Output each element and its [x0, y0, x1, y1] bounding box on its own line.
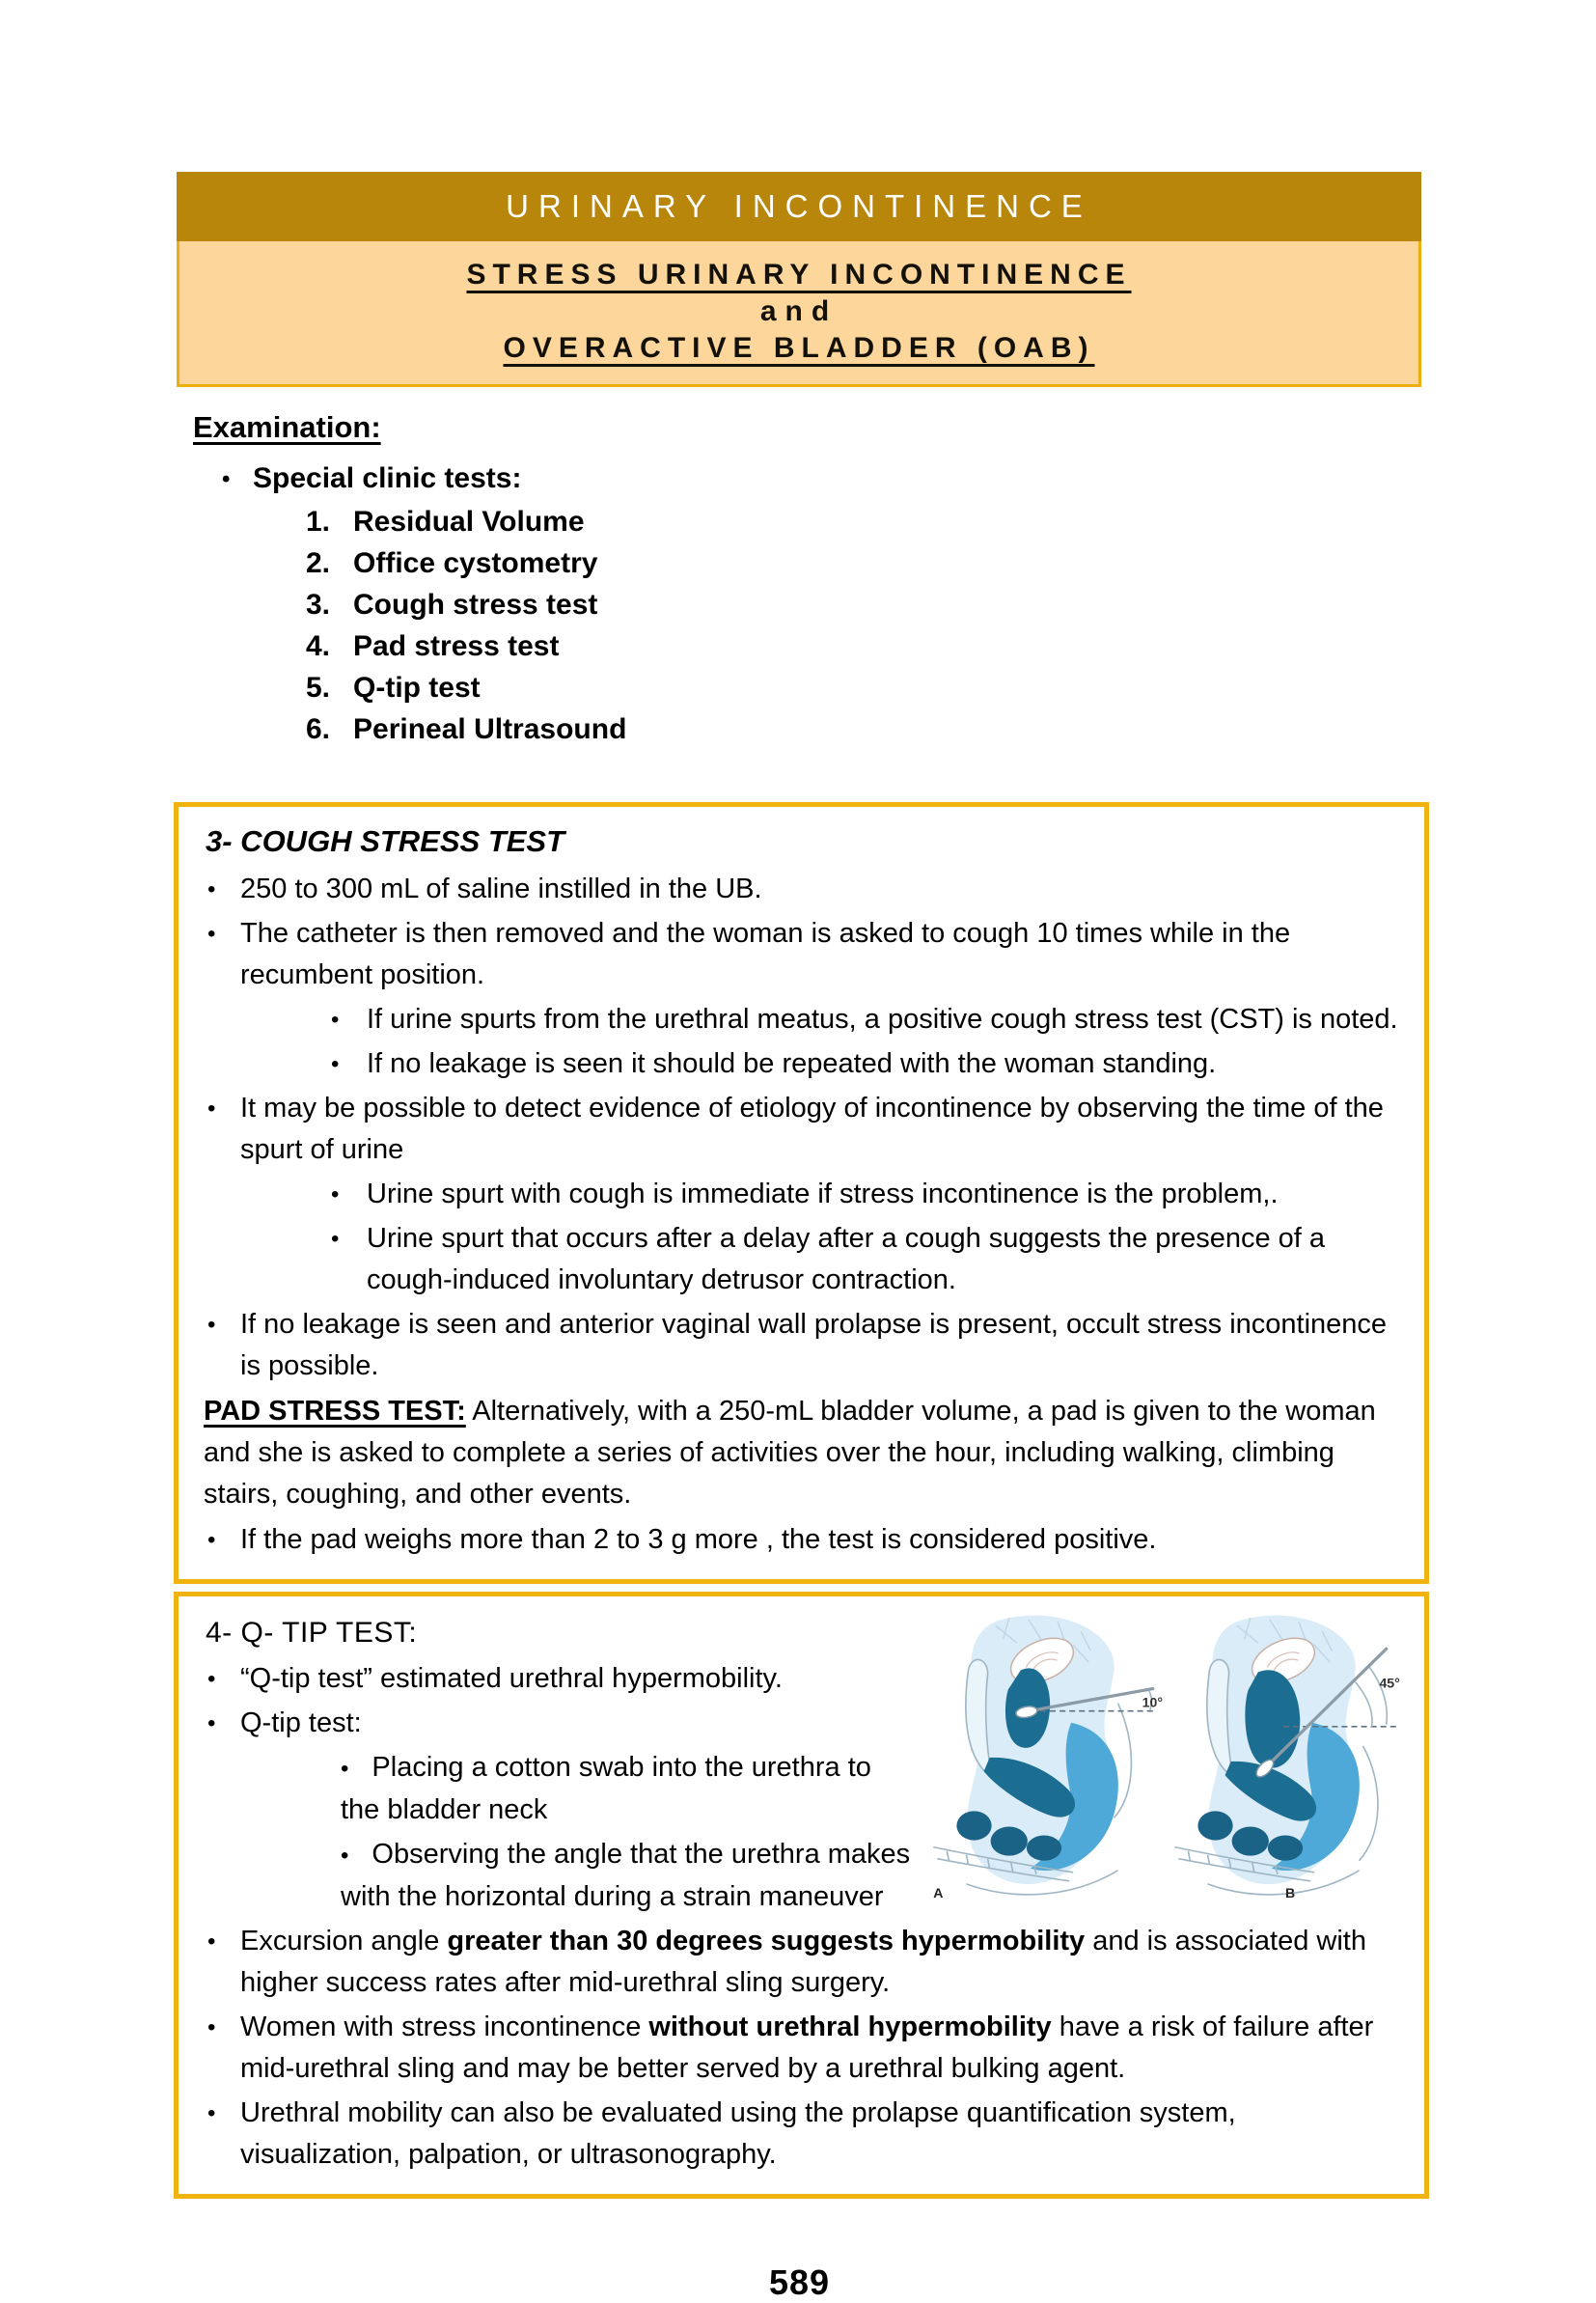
list-label: Q-tip test — [353, 672, 481, 704]
list-number: 5. — [306, 672, 331, 704]
list-item — [306, 542, 1422, 584]
list-label: Residual Volume — [353, 506, 585, 538]
qtip-diagram-b — [1168, 1610, 1403, 1901]
bullet-item: • Excursion angle greater than 30 degrees suggests hypermobility and is associated with higher success rates after mid-urethral sling surgery. — [204, 1921, 1399, 2004]
qtip-diagram-a — [926, 1610, 1162, 1901]
list-item — [306, 708, 1422, 750]
list-label: Cough stress test — [353, 589, 598, 621]
examination-heading: Examination: — [193, 410, 381, 444]
bullet-item: • “Q-tip test” estimated urethral hypermobility. — [204, 1658, 1399, 1700]
sub-bullet-item: • Urine spurt that occurs after a delay after a cough suggests the presence of a cough-induced involuntary detrusor contraction. — [323, 1218, 1399, 1301]
list-item — [306, 667, 1422, 708]
angle-label-a: 10° — [1142, 1694, 1163, 1710]
diagram-label-a: A — [933, 1884, 944, 1901]
list-number: 3. — [306, 589, 331, 621]
list-number: 4. — [306, 630, 331, 662]
sub-bullet-item: • If no leakage is seen it should be repeated with the woman standing. — [323, 1043, 1399, 1085]
bullet-item: • The catheter is then removed and the woman is asked to cough 10 times while in the recumbent position. — [204, 913, 1399, 996]
list-label: Pad stress test — [353, 630, 560, 662]
qtip-figure — [926, 1610, 1403, 1905]
list-label: Office cystometry — [353, 547, 598, 579]
header-block — [177, 172, 1421, 387]
bullet-item: • 250 to 300 mL of saline instilled in the UB. — [204, 869, 1399, 910]
bullet-item: • Women with stress incontinence without urethral hypermobility have a risk of failure after mid-urethral sling and may be better served by a urethral bulking agent. — [204, 2007, 1399, 2090]
sub-bullet-item: • If urine spurts from the urethral meatus, a positive cough stress test (CST) is noted. — [323, 999, 1399, 1041]
bullet-glyph: • — [341, 1843, 349, 1869]
box-title: 4- Q- TIP TEST: — [206, 1617, 418, 1649]
examination-test-list — [193, 501, 1422, 750]
list-item — [306, 584, 1422, 625]
list-number: 1. — [306, 506, 331, 538]
header-title-bar — [177, 172, 1421, 241]
sub-bullet-item: • Urine spurt with cough is immediate if stress incontinence is the problem,. — [323, 1174, 1399, 1215]
sub-bullet-text: Placing a cotton swab into the urethra to the bladder neck — [341, 1752, 871, 1825]
header-subtitle-panel — [177, 241, 1421, 387]
pad-stress-test-paragraph: PAD STRESS TEST: Alternatively, with a 250-mL bladder volume, a pad is given to the woman and she is asked to complete a series of activities over the hour, including walking, climbing stairs, coughing, and other events. — [204, 1396, 1376, 1510]
angle-label-b: 45° — [1379, 1675, 1400, 1691]
bullet-item: • If no leakage is seen and anterior vaginal wall prolapse is present, occult stress incontinence is possible. — [204, 1304, 1399, 1387]
diagram-label-b: B — [1285, 1884, 1296, 1901]
subtitle-line-1: STRESS URINARY INCONTINENCE — [466, 259, 1132, 291]
bullet-item: • If the pad weighs more than 2 to 3 g more , the test is considered positive. — [204, 1519, 1399, 1561]
box-title: 3- COUGH STRESS TEST — [206, 824, 565, 858]
bullet-item: • It may be possible to detect evidence of etiology of incontinence by observing the time of the spurt of urine — [204, 1088, 1399, 1171]
list-number: 6. — [306, 713, 331, 745]
subtitle-line-3: OVERACTIVE BLADDER (OAB) — [503, 332, 1095, 364]
bullet-item: • Q-tip test: — [204, 1703, 1399, 1744]
list-number: 2. — [306, 547, 331, 579]
qtip-test-box — [174, 1592, 1429, 2199]
examination-section — [193, 410, 1422, 750]
list-label: Perineal Ultrasound — [353, 713, 627, 745]
bullet-glyph: • — [341, 1756, 349, 1782]
list-item — [306, 501, 1422, 542]
cough-stress-test-box — [174, 802, 1429, 1584]
page-title: URINARY INCONTINENCE — [506, 188, 1092, 224]
bullet-item: • Urethral mobility can also be evaluated using the prolapse quantification system, visualization, palpation, or ultrasonography. — [204, 2093, 1399, 2176]
subtitle-line-2: and — [759, 295, 839, 327]
sub-bullet-text: Observing the angle that the urethra makes with the horizontal during a strain maneuver — [341, 1839, 911, 1912]
list-item — [306, 625, 1422, 667]
page-number: 589 — [768, 2262, 831, 2302]
examination-intro: • Special clinic tests: — [193, 458, 1422, 499]
